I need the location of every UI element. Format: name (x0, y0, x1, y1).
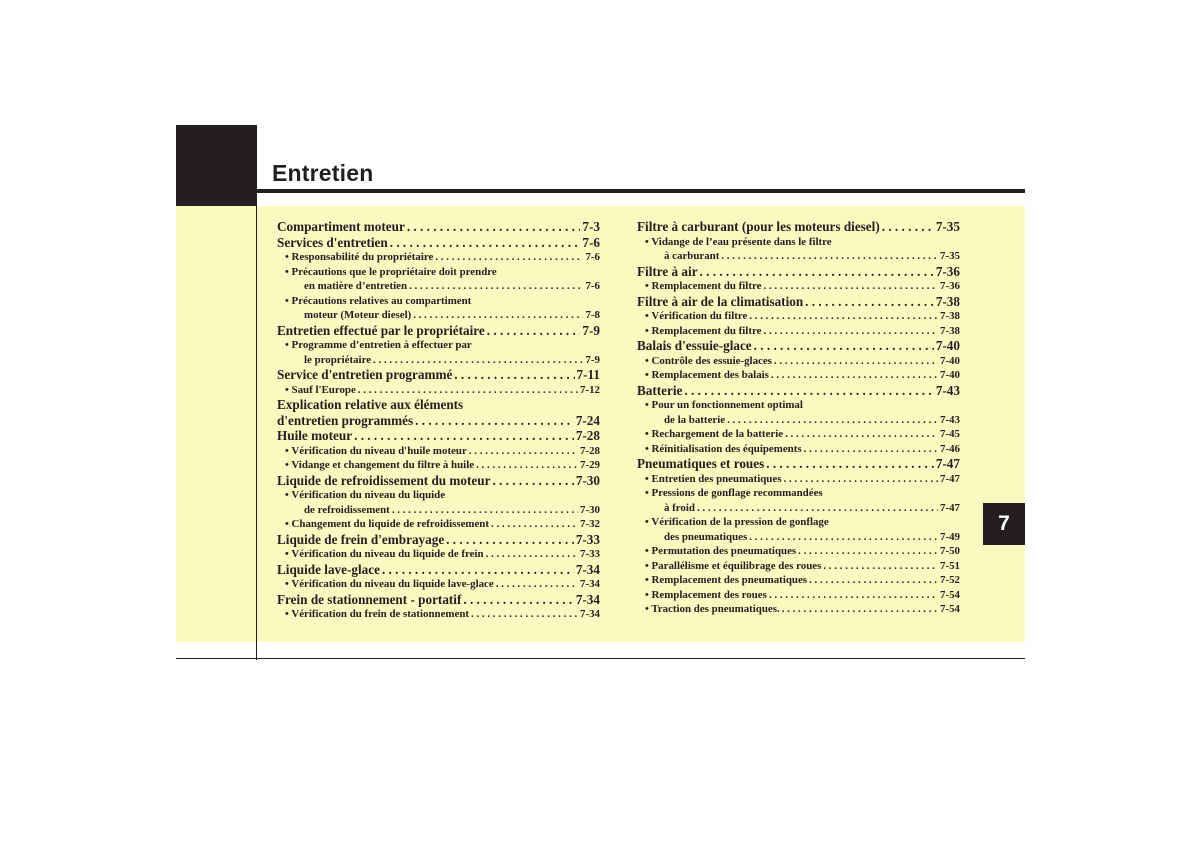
toc-entry-label: Compartiment moteur (277, 219, 405, 234)
toc-section-entry[interactable] (277, 367, 600, 383)
dot-leader (390, 235, 581, 251)
toc-entry-label: d'entretien programmés (277, 412, 414, 428)
dot-leader (782, 602, 938, 617)
toc-entry-text: • Pressions de gonflage recommandées (645, 487, 823, 499)
toc-page-number: 7-54 (940, 603, 960, 615)
toc-entry-label: • Remplacement du filtre (645, 280, 762, 292)
dot-leader (754, 338, 934, 354)
toc-entry-label: • Responsabilité du propriétaire (285, 251, 434, 263)
toc-page-number: 7-40 (940, 369, 960, 381)
toc-page-number: 7-45 (940, 428, 960, 440)
toc-entry-text: • Vérification de la pression de gonflage (645, 516, 829, 528)
toc-subsection-entry[interactable] (637, 324, 960, 339)
dot-leader (697, 501, 938, 516)
toc-entry-label: • Vérification du filtre (645, 310, 748, 322)
toc-page-number: 7-6 (585, 251, 600, 263)
toc-entry-label: • Rechargement de la batterie (645, 428, 784, 440)
dot-leader (454, 367, 574, 383)
toc-subsection-entry[interactable] (277, 383, 600, 398)
dot-leader (749, 309, 938, 324)
toc-subsection-entry[interactable] (637, 309, 960, 324)
dot-leader (358, 383, 578, 398)
toc-section-entry[interactable] (277, 219, 600, 235)
toc-entry-label: à froid (664, 501, 695, 514)
toc-entry-label: Liquide de frein d'embrayage (277, 531, 445, 547)
toc-entry-label: • Vérification du frein de stationnement (285, 608, 470, 620)
dot-leader (435, 250, 583, 265)
toc-subsection-entry[interactable] (277, 353, 600, 368)
dot-leader (774, 354, 938, 369)
dot-leader (446, 532, 574, 548)
chapter-tab[interactable]: 7 (983, 503, 1025, 545)
toc-page-number: 7-30 (575, 472, 600, 488)
toc-subsection-entry[interactable] (277, 503, 600, 518)
toc-page-number: 7-36 (935, 263, 960, 279)
dot-leader (492, 473, 573, 489)
toc-entry-label: Service d'entretien programmé (277, 367, 453, 382)
toc-entry-label: moteur (Moteur diesel) (304, 309, 412, 321)
toc-entry-text: • Précautions relatives au compartiment (285, 294, 472, 307)
dot-leader (766, 456, 934, 472)
toc-entry-label: • Changement du liquide de refroidissement (285, 518, 489, 530)
toc-subsection-entry[interactable] (637, 602, 960, 617)
dot-leader (684, 383, 933, 399)
toc-entry-label: • Entretien des pneumatiques (645, 472, 782, 485)
toc-page-number: 7-43 (935, 382, 960, 398)
dot-leader (763, 279, 938, 294)
toc-subsection-entry[interactable] (637, 413, 960, 428)
toc-page-number: 7-40 (940, 354, 960, 367)
toc-entry-label: Liquide lave-glace (277, 561, 380, 577)
toc-subsection-entry[interactable] (277, 308, 600, 323)
toc-page-number: 7-34 (575, 591, 600, 607)
toc-subsection-entry[interactable] (637, 501, 960, 516)
dot-leader (409, 279, 583, 294)
toc-page-number: 7-47 (940, 501, 960, 514)
dot-leader (491, 517, 578, 532)
toc-section-entry[interactable] (637, 338, 960, 354)
toc-entry-label: Filtre à air de la climatisation (637, 293, 804, 309)
dot-leader (783, 472, 938, 487)
toc-entry-label: • Sauf l'Europe (285, 383, 356, 396)
toc-entry-text: • Programme d’entretien à effectuer par (285, 339, 472, 351)
toc-page-number: 7-38 (935, 293, 960, 309)
toc-entry-label: en matière d’entretien (304, 280, 408, 292)
toc-entry-text: • Précautions que le propriétaire doit prendre (285, 265, 497, 278)
toc-page-number: 7-8 (585, 309, 600, 321)
toc-page-number: 7-29 (580, 459, 600, 471)
toc-entry-label: Services d'entretien (277, 234, 388, 250)
dot-leader (487, 323, 581, 339)
dot-leader (798, 544, 938, 559)
toc-entry-label: • Remplacement des balais (645, 369, 769, 381)
toc-subsection-entry[interactable] (277, 279, 600, 294)
toc-entry-label: Entretien effectué par le propriétaire (277, 322, 485, 338)
toc-section-entry[interactable] (277, 562, 600, 578)
toc-page-number: 7-38 (940, 310, 960, 322)
toc-subsection-entry[interactable] (637, 472, 960, 487)
toc-entry-label: le propriétaire (304, 353, 372, 366)
dot-leader (769, 588, 938, 603)
dot-leader (771, 368, 938, 383)
toc-subsection-entry[interactable] (637, 368, 960, 383)
toc-entry-label: • Vérification du niveau d'huile moteur (285, 444, 467, 457)
toc-entry-label: • Parallélisme et équilibrage des roues (645, 559, 822, 572)
toc-section-entry[interactable] (637, 264, 960, 280)
toc-subsection-entry[interactable] (277, 577, 600, 592)
toc-subsection-entry[interactable] (637, 442, 960, 457)
dot-leader (373, 353, 583, 368)
toc-page-number: 7-43 (940, 413, 960, 426)
toc-page-number: 7-35 (935, 219, 960, 234)
toc-section-entry[interactable] (637, 383, 960, 399)
toc-page-number: 7-3 (582, 219, 600, 234)
dot-leader (882, 219, 934, 235)
dot-leader (721, 249, 938, 264)
toc-page-number: 7-54 (940, 588, 960, 601)
toc-page-number: 7-49 (940, 530, 960, 543)
toc-subsection-entry[interactable] (637, 559, 960, 574)
dot-leader (471, 607, 578, 622)
toc-page-number: 7-6 (582, 234, 600, 250)
toc-page-number: 7-52 (940, 574, 960, 586)
toc-page-number: 7-35 (940, 250, 960, 262)
toc-section-entry[interactable] (277, 323, 600, 339)
toc-subsection-entry[interactable] (637, 573, 960, 588)
toc-subsection-entry[interactable] (637, 354, 960, 369)
toc-column-right (637, 219, 960, 617)
toc-entry-label: • Traction des pneumatiques. (645, 603, 780, 615)
title-rule (257, 189, 1025, 193)
dot-leader (407, 219, 581, 235)
toc-subsection-entry[interactable] (637, 249, 960, 264)
toc-entry-text: • Vérification du niveau du liquide (285, 489, 446, 501)
toc-entry-label: des pneumatiques (664, 530, 748, 543)
toc-entry-label: • Permutation des pneumatiques (645, 545, 797, 557)
toc-page-number: 7-9 (582, 322, 600, 338)
toc-entry-label: à carburant (664, 250, 720, 262)
dot-leader (805, 294, 934, 310)
dot-leader (785, 427, 938, 442)
dot-leader (496, 577, 578, 592)
toc-section-entry[interactable] (637, 456, 960, 472)
toc-page-number: 7-38 (940, 324, 960, 337)
toc-entry-label: • Contrôle des essuie-glaces (645, 354, 772, 367)
toc-entry-label: de refroidissement (304, 503, 390, 516)
dot-leader (809, 573, 938, 588)
toc-entry-label: • Remplacement des roues (645, 588, 767, 601)
toc-section-entry[interactable] (277, 532, 600, 548)
dot-leader (823, 559, 938, 574)
toc-page-number: 7-50 (940, 545, 960, 557)
dot-leader (392, 503, 578, 518)
toc-entry-label: • Vidange et changement du filtre à huile (285, 459, 475, 471)
toc-subsection-entry[interactable] (637, 427, 960, 442)
dot-leader (463, 592, 573, 608)
toc-section-entry[interactable] (277, 592, 600, 608)
toc-subsection-entry[interactable] (277, 607, 600, 622)
toc-entry-label: Balais d'essuie-glace (637, 338, 752, 353)
toc-entry-text: Explication relative aux éléments (277, 397, 464, 412)
toc-entry-label: Batterie (637, 382, 683, 398)
page-title: Entretien (272, 160, 374, 186)
toc-section-entry[interactable] (277, 413, 600, 429)
toc-entry-label: Filtre à air (637, 263, 698, 279)
toc-entry-label: • Réinitialisation des équipements (645, 442, 802, 455)
dot-leader (486, 547, 578, 562)
toc-entry-label: Pneumatiques et roues (637, 456, 765, 471)
toc-entry-label: Frein de stationnement - portatif (277, 591, 462, 607)
toc-subsection-entry[interactable] (637, 279, 960, 294)
dot-leader (413, 308, 583, 323)
toc-page-number: 7-11 (576, 367, 600, 382)
toc-subsection-entry[interactable] (277, 444, 600, 459)
toc-subsection-entry[interactable] (277, 250, 600, 265)
dot-leader (727, 413, 938, 428)
toc-page-number: 7-24 (575, 412, 600, 428)
toc-column-left (277, 219, 600, 622)
toc-page-number: 7-33 (580, 548, 600, 560)
toc-page-number: 7-47 (935, 456, 960, 471)
dot-leader (763, 324, 938, 339)
toc-page-number: 7-47 (940, 472, 960, 485)
toc-section-entry[interactable] (637, 294, 960, 310)
toc-section-entry[interactable] (277, 473, 600, 489)
dot-leader (700, 264, 934, 280)
dot-leader (354, 428, 574, 444)
toc-page-number: 7-30 (580, 503, 600, 516)
toc-page-number: 7-46 (940, 442, 960, 455)
bottom-rule (176, 658, 1025, 659)
toc-entry-text: • Vidange de l’eau présente dans le filtre (645, 235, 832, 248)
toc-entry-label: • Remplacement du filtre (645, 324, 762, 337)
toc-page-number: 7-36 (940, 280, 960, 292)
toc-subsection-entry[interactable] (277, 547, 600, 562)
toc-page-number: 7-28 (580, 444, 600, 457)
dot-leader (415, 413, 574, 429)
toc-page-number: 7-34 (580, 578, 600, 590)
toc-entry-label: Liquide de refroidissement du moteur (277, 472, 491, 488)
toc-subsection-entry[interactable] (637, 544, 960, 559)
toc-section-entry[interactable] (637, 219, 960, 235)
dot-leader (382, 562, 574, 578)
section-header-block (176, 125, 257, 206)
toc-page-number: 7-28 (575, 428, 600, 443)
toc-page-number: 7-40 (935, 338, 960, 353)
toc-page-number: 7-51 (940, 559, 960, 572)
dot-leader (749, 530, 938, 545)
toc-entry-label: de la batterie (664, 413, 726, 426)
toc-subsection-entry[interactable] (637, 530, 960, 545)
toc-section-entry[interactable] (277, 235, 600, 251)
toc-page-number: 7-34 (580, 608, 600, 620)
dot-leader (476, 458, 578, 473)
toc-subsection-entry[interactable] (277, 458, 600, 473)
toc-section-entry[interactable] (277, 428, 600, 444)
toc-page-number: 7-34 (575, 561, 600, 577)
toc-page-number: 7-9 (585, 353, 600, 366)
toc-entry-text: • Pour un fonctionnement optimal (645, 399, 803, 411)
toc-subsection-entry[interactable] (637, 588, 960, 603)
toc-page-number: 7-12 (580, 383, 600, 396)
toc-page-number: 7-6 (585, 280, 600, 292)
dot-leader (804, 442, 938, 457)
toc-entry-label: Filtre à carburant (pour les moteurs diesel) (637, 219, 880, 234)
toc-page-number: 7-32 (580, 518, 600, 530)
margin-rule (256, 206, 257, 660)
toc-entry-label: • Remplacement des pneumatiques (645, 574, 808, 586)
toc-entry-label: Huile moteur (277, 428, 353, 443)
toc-subsection-entry[interactable] (277, 517, 600, 532)
toc-page-number: 7-33 (575, 531, 600, 547)
dot-leader (469, 444, 578, 459)
toc-entry-label: • Vérification du niveau du liquide lave-glace (285, 578, 494, 590)
toc-entry-label: • Vérification du niveau du liquide de frein (285, 548, 484, 560)
